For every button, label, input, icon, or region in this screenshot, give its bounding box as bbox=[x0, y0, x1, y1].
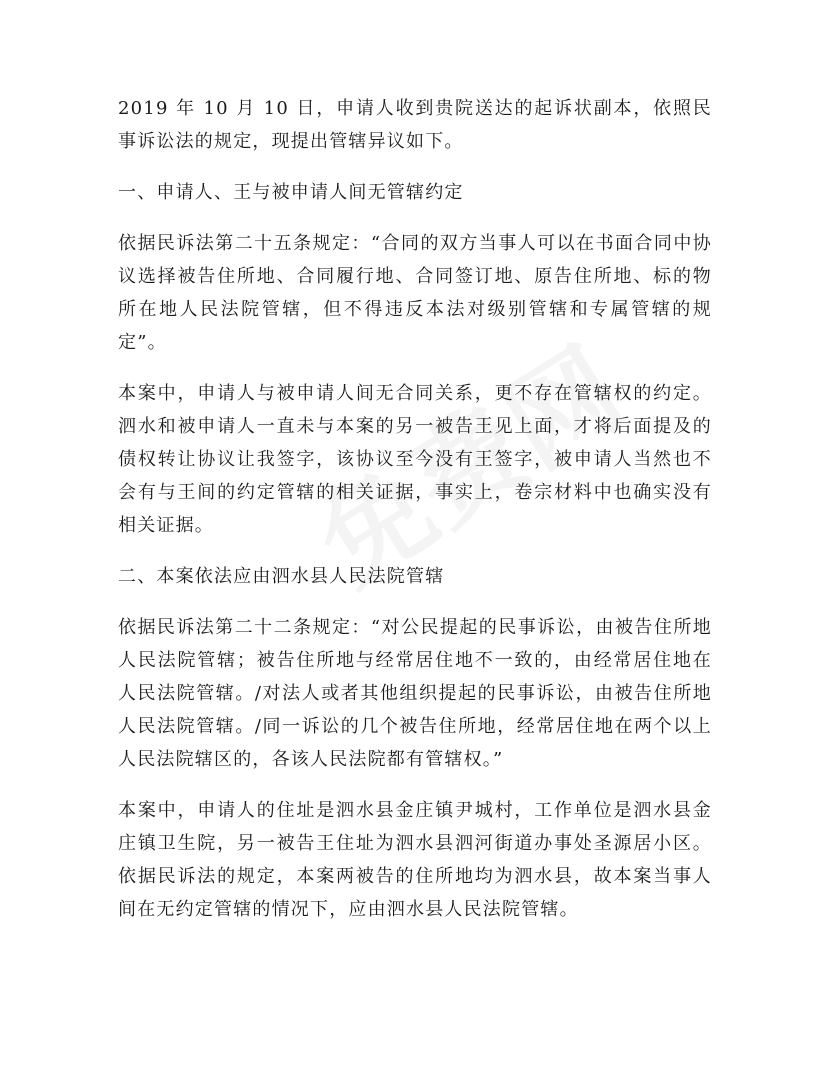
document-body bbox=[118, 92, 712, 926]
section-heading-2: 二、本案依法应由泗水县人民法院管辖 bbox=[118, 566, 445, 587]
paragraph-intro: 2019 年 10 月 10 日，申请人收到贵院送达的起诉状副本，依照民事诉讼法的规定，现提出管辖异议如下。 bbox=[118, 98, 712, 152]
paragraph-case-facts-1: 本案中，申请人与被申请人间无合同关系，更不存在管辖权的约定。泗水和被申请人一直未与本案的另一被告王见上面，才将后面提及的债权转让协议让我签字，该协议至今没有王签字，被申请人当然也不会有与王间的约定管辖的相关证据，事实上，卷宗材料中也确实没有相关证据。 bbox=[118, 383, 712, 536]
paragraph-law-article-25: 依据民诉法第二十五条规定：“合同的双方当事人可以在书面合同中协议选择被告住所地、合同履行地、合同签订地、原告住所地、标的物所在地人民法院管辖，但不得违反本法对级别管辖和专属管辖的规定”。 bbox=[118, 233, 712, 353]
section-heading-1: 一、申请人、王与被申请人间无管辖约定 bbox=[118, 182, 464, 203]
paragraph-law-article-22: 依据民诉法第二十二条规定：“对公民提起的民事诉讼，由被告住所地人民法院管辖；被告住所地与经常居住地不一致的，由经常居住地在人民法院管辖。/对法人或者其他组织提起的民事诉讼，由被告住所地人民法院管辖。/同一诉讼的几个被告住所地，经常居住地在两个以上人民法院辖区的，各该人民法院都有管辖权。” bbox=[118, 617, 712, 770]
paragraph-case-facts-2: 本案中，申请人的住址是泗水县金庄镇尹城村，工作单位是泗水县金庄镇卫生院，另一被告王住址为泗水县泗河街道办事处圣源居小区。依据民诉法的规定，本案两被告的住所地均为泗水县，故本案当事人间在无约定管辖的情况下，应由泗水县人民法院管辖。 bbox=[118, 800, 712, 920]
